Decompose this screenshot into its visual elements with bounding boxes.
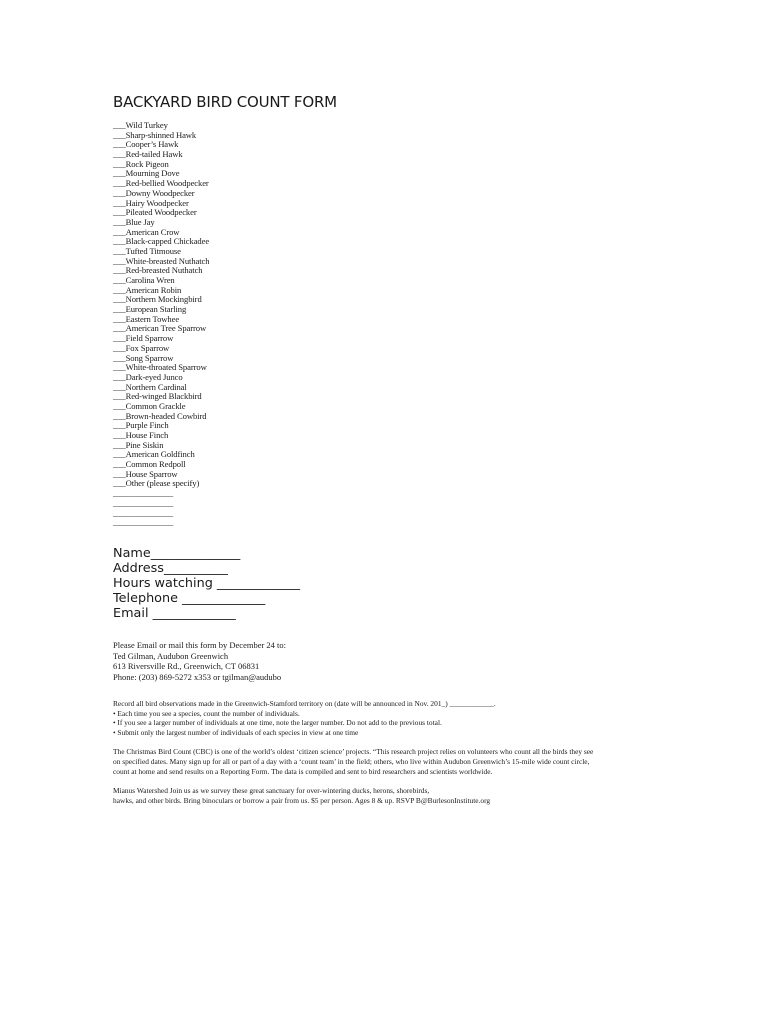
bird-checklist-item[interactable]: ___Black-capped Chickadee	[113, 236, 210, 247]
bird-checklist-item[interactable]: ___Tufted Titmouse	[113, 245, 181, 256]
bird-checklist-item[interactable]: ___Brown-headed Cowbird	[113, 410, 207, 421]
bird-checklist-item[interactable]: ___Red-tailed Hawk	[113, 149, 183, 160]
other-species-blank-line[interactable]: ______________	[113, 517, 174, 528]
bird-checklist-item[interactable]: ___American Goldfinch	[113, 449, 195, 460]
bird-checklist-item[interactable]: ___Common Redpoll	[113, 459, 186, 470]
bird-checklist-item[interactable]: ___Blue Jay	[113, 216, 155, 227]
bird-checklist-item[interactable]: ___Eastern Towhee	[113, 313, 180, 324]
contact-phone-email: Phone: (203) 869-5272 x353 or tgilman@audubo	[113, 671, 282, 682]
bird-checklist-item[interactable]: ___Purple Finch	[113, 420, 169, 431]
observer-info-fields	[113, 546, 300, 621]
cbc-line-1: The Christmas Bird Count (CBC) is one of the world’s oldest ‘citizen science’ projects. “This research project relies on volunteers who count all the birds they see	[113, 747, 594, 756]
bird-checklist-item[interactable]: ___House Sparrow	[113, 468, 178, 479]
bird-checklist-item[interactable]: ___Pine Siskin	[113, 439, 164, 450]
bird-checklist-item[interactable]: ___Downy Woodpecker	[113, 187, 195, 198]
submission-deadline: Please Email or mail this form by December 24 to:	[113, 640, 287, 650]
page-title: BACKYARD BIRD COUNT FORM	[113, 93, 337, 111]
cbc-description	[113, 747, 658, 776]
record-rule-2: • If you see a larger number of individuals at one time, note the larger number. Do not add to the previous total.	[113, 718, 442, 728]
bird-checklist-item[interactable]: ___European Starling	[113, 304, 187, 315]
cbc-line-2: on specified dates. Many sign up for all or part of a day with a ‘count team’ in the field; others, who live within Audubon Greenwich’s 15-mile wide count circle,	[113, 756, 590, 766]
bird-checklist-item[interactable]: ___Pileated Woodpecker	[113, 207, 197, 218]
mianus-line-2: hawks, and other birds. Bring binoculars or borrow a pair from us. $5 per person. Ages 8 & up. RSVP B@BurlesonInstitute.org	[113, 796, 491, 806]
mianus-line-1: Mianus Watershed Join us as we survey these great sanctuary for over-wintering ducks, herons, shorebirds,	[113, 786, 430, 795]
bird-checklist-item[interactable]: ___White-throated Sparrow	[113, 362, 207, 373]
submission-instructions	[113, 640, 286, 682]
bird-checklist-item[interactable]: ___Hairy Woodpecker	[113, 197, 189, 208]
bird-checklist-item[interactable]: ___American Crow	[113, 226, 180, 237]
bird-checklist-item[interactable]: ___American Tree Sparrow	[113, 323, 207, 334]
other-species-blank-line[interactable]: ______________	[113, 507, 174, 518]
bird-checklist-item[interactable]: ___Red-breasted Nuthatch	[113, 265, 203, 276]
cbc-line-3: count at home and send results on a Reporting Form. The data is compiled and sent to bird researchers and scientists worldwide.	[113, 766, 493, 776]
bird-checklist-item[interactable]: ___Red-bellied Woodpecker	[113, 178, 209, 189]
bird-checklist	[113, 121, 209, 528]
bird-checklist-item[interactable]: ___Dark-eyed Junco	[113, 371, 183, 382]
name-field[interactable]: Name______________	[113, 546, 241, 561]
bird-checklist-item[interactable]: ___Mourning Dove	[113, 168, 180, 179]
address-field[interactable]: Address__________	[113, 561, 228, 576]
bird-checklist-item[interactable]: ___American Robin	[113, 284, 182, 295]
contact-name: Ted Gilman, Audubon Greenwich	[113, 650, 229, 661]
record-rule-1: • Each time you see a species, count the number of individuals.	[113, 708, 300, 718]
bird-checklist-item[interactable]: ___Northern Mockingbird	[113, 294, 202, 305]
contact-address: 613 Riversville Rd., Greenwich, CT 06831	[113, 661, 260, 672]
record-intro: Record all bird observations made in the Greenwich-Stamford territory on (date will be announced in Nov. 201_) ____________.	[113, 699, 496, 708]
bird-checklist-item[interactable]: ___Common Grackle	[113, 400, 186, 411]
recording-instructions	[113, 699, 496, 737]
record-rule-3: • Submit only the largest number of individuals of each species in view at one time	[113, 727, 359, 737]
bird-checklist-item[interactable]: ___Sharp-shinned Hawk	[113, 129, 197, 140]
email-field[interactable]: Email _____________	[113, 606, 236, 621]
mianus-watershed-note	[113, 786, 490, 806]
telephone-field[interactable]: Telephone _____________	[113, 591, 266, 606]
bird-checklist-item[interactable]: ___Other (please specify)	[113, 478, 200, 489]
bird-checklist-item[interactable]: ___Field Sparrow	[113, 333, 174, 344]
bird-checklist-item[interactable]: ___Rock Pigeon	[113, 158, 169, 169]
bird-checklist-item[interactable]: ___Wild Turkey	[113, 120, 168, 130]
bird-checklist-item[interactable]: ___Cooper’s Hawk	[113, 139, 179, 150]
bird-checklist-item[interactable]: ___Northern Cardinal	[113, 381, 187, 392]
bird-checklist-item[interactable]: ___Red-winged Blackbird	[113, 391, 202, 402]
bird-checklist-item[interactable]: ___House Finch	[113, 430, 169, 440]
other-species-blank-line[interactable]: ______________	[113, 488, 174, 499]
other-species-blank-line[interactable]: ______________	[113, 497, 174, 508]
bird-checklist-item[interactable]: ___Carolina Wren	[113, 275, 175, 285]
hours-watching-field[interactable]: Hours watching _____________	[113, 576, 301, 591]
bird-checklist-item[interactable]: ___White-breasted Nuthatch	[113, 255, 210, 266]
bird-checklist-item[interactable]: ___Song Sparrow	[113, 352, 174, 363]
bird-checklist-item[interactable]: ___Fox Sparrow	[113, 342, 170, 353]
